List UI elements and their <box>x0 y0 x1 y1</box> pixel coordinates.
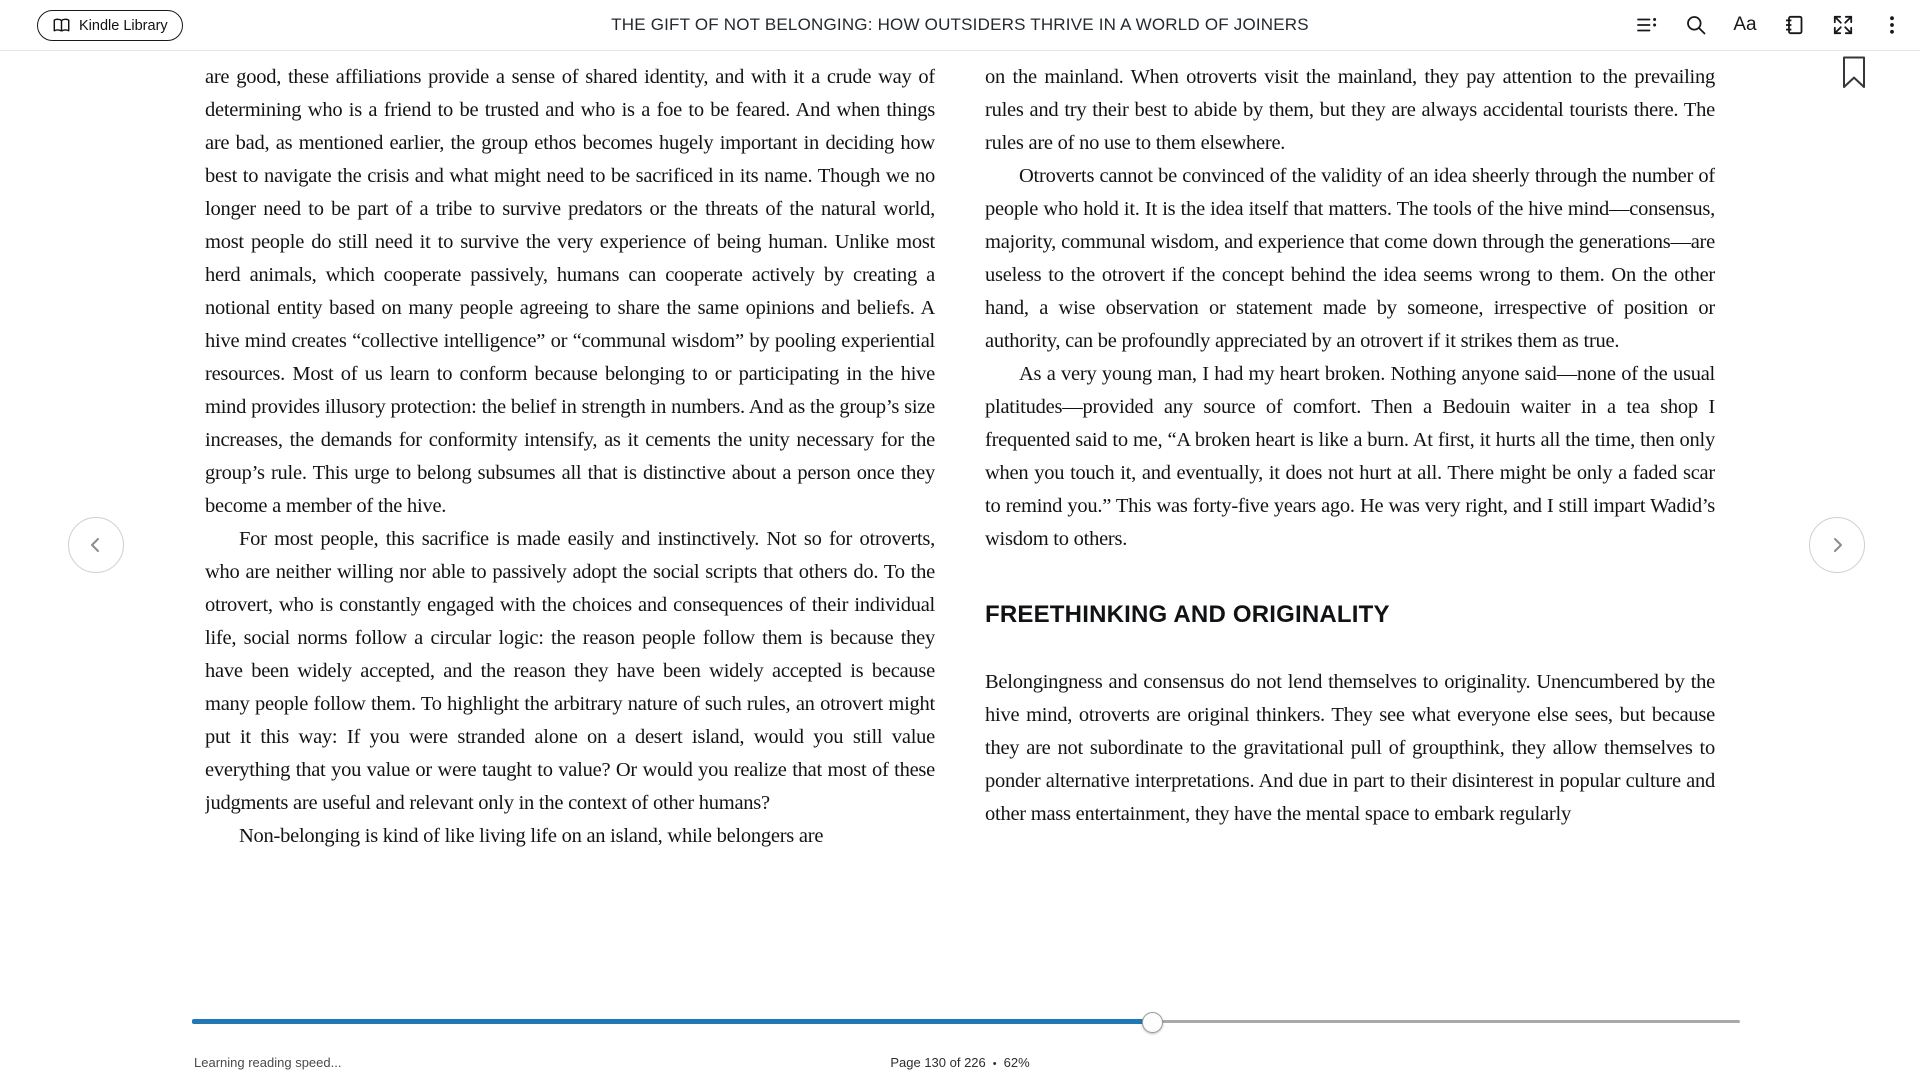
bullet-separator: • <box>992 1058 997 1070</box>
section-heading: FREETHINKING AND ORIGINALITY <box>985 601 1390 628</box>
chevron-right-icon <box>1825 533 1849 557</box>
percent-read: 62% <box>1003 1055 1030 1070</box>
reading-speed-status: Learning reading speed... <box>194 1055 342 1070</box>
paragraph: Otroverts cannot be convinced of the validity of an idea sheerly through the number of people who hold it. It is the idea itself that matters. The tools of the hive mind—consensus, majority, communal wisdom, and experience that come down through the generations—are useless to the otrovert if the concept behind the idea seems wrong to them. On the other hand, a wise observation or statement made by someone, irrespective of position or authority, can be profoundly appreciated by an otrovert if it strikes them as true. <box>985 165 1715 352</box>
toolbar-icon-group <box>1635 0 1904 50</box>
right-page-column <box>985 50 1715 993</box>
bookmark-icon[interactable] <box>1842 56 1866 94</box>
progress-remaining <box>1152 1020 1740 1023</box>
progress-fill <box>192 1019 1152 1024</box>
font-settings-label: Aa <box>1733 14 1757 35</box>
font-settings-icon[interactable] <box>1733 13 1757 37</box>
next-page-button[interactable] <box>1809 517 1865 573</box>
fullscreen-expand-icon[interactable] <box>1831 13 1855 37</box>
notebook-icon[interactable] <box>1782 13 1806 37</box>
search-icon[interactable] <box>1684 13 1708 37</box>
page-info: Page 130 of 226 <box>890 1055 986 1070</box>
paragraph: As a very young man, I had my heart broken. Nothing anyone said—none of the usual platitudes—provided any source of comfort. Then a Bedouin waiter in a tea shop I frequented said to me, “A broken heart is like a burn. At first, it hurts all the time, then only when you touch it, and eventually, it does not hurt at all. There might be only a faded scar to remind you.” This was forty-five years ago. He was very right, and I still impart Wadid’s wisdom to others. <box>985 363 1715 550</box>
paragraph: are good, these affiliations provide a sense of shared identity, and with it a crude way of determining who is a friend to be trusted and who is a foe to be feared. And when things are bad, as mentioned earlier, the group ethos becomes hugely important in deciding how best to navigate the crisis and what might need to be sacrificed in its name. Though we no longer need to be part of a tribe to survive predators or the threats of the natural world, most people do still need it to survive the very experience of being human. Unlike most herd animals, which cooperate passively, humans can cooperate actively by creating a notional entity based on many people agreeing to share the same opinions and beliefs. A hive mind creates “collective intelligence” or “communal wisdom” by pooling experiential resources. Most of us learn to conform because belonging to or participating in the hive mind provides illusory protection: the belief in strength in numbers. And as the group’s size increases, the demands for conformity intensify, as it cements the unity necessary for the group’s rule. This urge to belong subsumes all that is distinctive about a person once they become a member of the hive. <box>205 66 935 517</box>
previous-page-button[interactable] <box>68 517 124 573</box>
reading-progress-slider[interactable] <box>192 1012 1740 1032</box>
left-page-column <box>205 50 935 993</box>
page-indicator <box>0 1055 1920 1070</box>
toc-icon[interactable] <box>1635 13 1659 37</box>
more-menu-icon[interactable] <box>1880 13 1904 37</box>
paragraph: Non-belonging is kind of like living life on an island, while belongers are <box>239 825 824 847</box>
paragraph: For most people, this sacrifice is made easily and instinctively. Not so for otroverts, who are neither willing nor able to passively adopt the social scripts that others do. To the otrovert, who is constantly engaged with the choices and consequences of their individual life, social norms follow a circular logic: the reason people follow them is because they have been widely accepted, and the reason they have been widely accepted is because many people follow them. To highlight the arbitrary nature of such rules, an otrovert might put it this way: If you were stranded alone on a desert island, would you still value everything that you value or were taught to value? Or would you realize that most of these judgments are useful and relevant only in the context of other humans? <box>205 528 935 814</box>
chevron-left-icon <box>84 533 108 557</box>
kindle-library-label: Kindle Library <box>79 17 168 34</box>
paragraph: on the mainland. When otroverts visit the mainland, they pay attention to the prevailing rules and try their best to abide by them, but they are always accidental tourists there. The rules are of no use to them elsewhere. <box>985 66 1715 154</box>
top-toolbar <box>0 0 1920 51</box>
paragraph: Belongingness and consensus do not lend themselves to originality. Unencumbered by the hive mind, otroverts are original thinkers. They see what everyone else sees, but because they are not subordinate to the gravitational pull of groupthink, they allow themselves to ponder alternative interpretations. And due in part to their disinterest in popular culture and other mass entertainment, they have the mental space to embark regularly <box>985 671 1715 825</box>
book-title: THE GIFT OF NOT BELONGING: HOW OUTSIDERS THRIVE IN A WORLD OF JOINERS <box>611 15 1309 34</box>
slider-thumb[interactable] <box>1142 1012 1163 1033</box>
reading-area <box>205 50 1715 993</box>
